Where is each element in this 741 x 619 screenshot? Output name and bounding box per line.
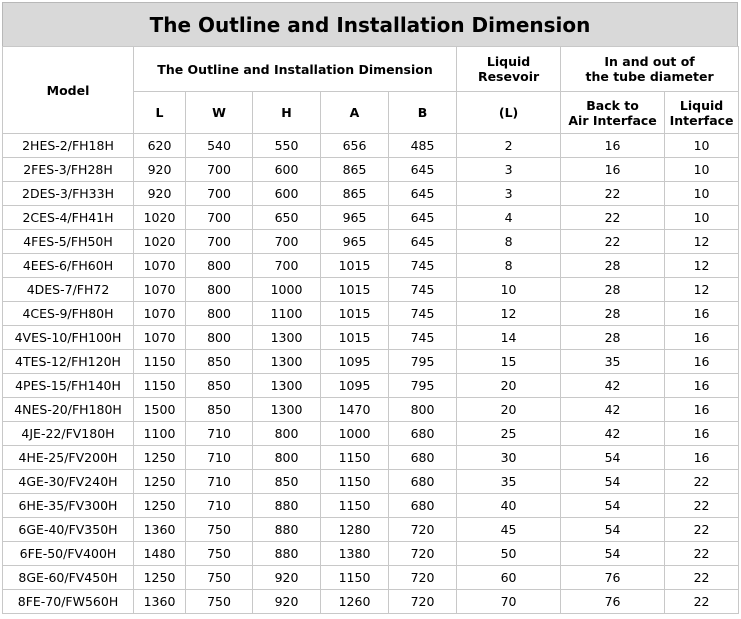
cell-liquid-interface: 16 [665,422,739,446]
table-row [3,158,739,182]
cell-back-to-air-interface: 22 [561,230,665,254]
table-row [3,134,739,158]
cell-dim-A: 1015 [321,254,389,278]
cell-width-W: 750 [186,590,253,614]
cell-width-W: 750 [186,542,253,566]
cell-liquid-interface: 22 [665,518,739,542]
cell-dim-B: 720 [389,590,457,614]
header-liquid-reservoir: Liquid Resevoir [457,47,561,92]
cell-length-L: 1250 [134,494,186,518]
cell-back-to-air-interface: 76 [561,566,665,590]
cell-dim-A: 1095 [321,350,389,374]
table-row [3,350,739,374]
cell-width-W: 710 [186,422,253,446]
cell-back-to-air-interface: 54 [561,470,665,494]
cell-liquid-reservoir: 45 [457,518,561,542]
cell-model: 4FES-5/FH50H [3,230,134,254]
header-W: W [186,92,253,134]
cell-height-H: 700 [253,254,321,278]
cell-liquid-reservoir: 30 [457,446,561,470]
cell-back-to-air-interface: 22 [561,206,665,230]
cell-model: 4TES-12/FH120H [3,350,134,374]
cell-back-to-air-interface: 28 [561,302,665,326]
page-title: The Outline and Installation Dimension [2,2,738,46]
cell-width-W: 850 [186,398,253,422]
table-row [3,566,739,590]
header-tube-diameter [561,47,739,92]
header-tube-line2: the tube diameter [585,69,714,84]
cell-liquid-interface: 10 [665,158,739,182]
table-row [3,542,739,566]
cell-width-W: 700 [186,206,253,230]
cell-model: 6HE-35/FV300H [3,494,134,518]
cell-liquid-reservoir: 8 [457,230,561,254]
cell-height-H: 920 [253,566,321,590]
cell-liquid-interface: 22 [665,590,739,614]
table-row [3,422,739,446]
cell-height-H: 650 [253,206,321,230]
cell-length-L: 920 [134,182,186,206]
cell-model: 4DES-7/FH72 [3,278,134,302]
header-liq-line1: Liquid [679,97,724,113]
cell-width-W: 700 [186,230,253,254]
cell-liquid-reservoir: 3 [457,158,561,182]
table-row [3,518,739,542]
dimension-table [2,46,739,614]
cell-dim-A: 965 [321,206,389,230]
cell-length-L: 1070 [134,302,186,326]
cell-liquid-interface: 16 [665,302,739,326]
cell-length-L: 1250 [134,470,186,494]
cell-liquid-interface: 10 [665,182,739,206]
cell-dim-A: 656 [321,134,389,158]
cell-height-H: 880 [253,542,321,566]
table-row [3,590,739,614]
cell-back-to-air-interface: 16 [561,134,665,158]
cell-width-W: 800 [186,302,253,326]
cell-back-to-air-interface: 28 [561,254,665,278]
cell-dim-A: 1150 [321,566,389,590]
cell-height-H: 700 [253,230,321,254]
header-back-line2: Air Interface [568,112,657,128]
table-row [3,398,739,422]
cell-dim-B: 720 [389,542,457,566]
cell-dim-B: 645 [389,182,457,206]
cell-dim-B: 800 [389,398,457,422]
cell-dim-B: 680 [389,422,457,446]
cell-dim-B: 645 [389,158,457,182]
table-row [3,302,739,326]
cell-dim-B: 795 [389,374,457,398]
header-liquid-unit: (L) [457,92,561,134]
cell-dim-B: 745 [389,326,457,350]
table-row [3,326,739,350]
cell-liquid-interface: 16 [665,374,739,398]
cell-width-W: 710 [186,494,253,518]
header-A: A [321,92,389,134]
cell-liquid-reservoir: 8 [457,254,561,278]
cell-model: 6GE-40/FV350H [3,518,134,542]
cell-liquid-interface: 16 [665,350,739,374]
cell-length-L: 1250 [134,446,186,470]
cell-liquid-reservoir: 25 [457,422,561,446]
cell-dim-B: 485 [389,134,457,158]
cell-length-L: 1100 [134,422,186,446]
cell-width-W: 850 [186,350,253,374]
table-row [3,206,739,230]
cell-liquid-reservoir: 12 [457,302,561,326]
cell-model: 2CES-4/FH41H [3,206,134,230]
cell-length-L: 1360 [134,518,186,542]
cell-back-to-air-interface: 42 [561,374,665,398]
cell-length-L: 1070 [134,254,186,278]
cell-liquid-reservoir: 20 [457,374,561,398]
cell-back-to-air-interface: 42 [561,398,665,422]
header-dimension-group: The Outline and Installation Dimension [134,47,457,92]
cell-model: 2FES-3/FH28H [3,158,134,182]
cell-height-H: 600 [253,158,321,182]
cell-height-H: 600 [253,182,321,206]
cell-height-H: 800 [253,446,321,470]
cell-dim-A: 865 [321,182,389,206]
header-back-to-air [561,92,665,134]
cell-model: 2HES-2/FH18H [3,134,134,158]
cell-liquid-reservoir: 14 [457,326,561,350]
cell-liquid-interface: 22 [665,566,739,590]
cell-back-to-air-interface: 54 [561,494,665,518]
cell-height-H: 1300 [253,374,321,398]
cell-width-W: 750 [186,566,253,590]
cell-liquid-interface: 16 [665,446,739,470]
cell-liquid-reservoir: 40 [457,494,561,518]
cell-back-to-air-interface: 76 [561,590,665,614]
cell-model: 4CES-9/FH80H [3,302,134,326]
cell-liquid-interface: 12 [665,254,739,278]
cell-dim-A: 1470 [321,398,389,422]
cell-height-H: 1300 [253,398,321,422]
cell-height-H: 1100 [253,302,321,326]
cell-model: 4VES-10/FH100H [3,326,134,350]
cell-width-W: 540 [186,134,253,158]
cell-length-L: 1020 [134,230,186,254]
cell-back-to-air-interface: 35 [561,350,665,374]
cell-dim-B: 720 [389,518,457,542]
cell-dim-A: 1260 [321,590,389,614]
cell-dim-A: 1280 [321,518,389,542]
cell-length-L: 1360 [134,590,186,614]
cell-dim-B: 645 [389,206,457,230]
table-row [3,494,739,518]
cell-liquid-interface: 10 [665,206,739,230]
cell-back-to-air-interface: 54 [561,446,665,470]
cell-model: 8GE-60/FV450H [3,566,134,590]
cell-dim-B: 680 [389,470,457,494]
cell-height-H: 1300 [253,350,321,374]
cell-width-W: 800 [186,254,253,278]
cell-model: 4JE-22/FV180H [3,422,134,446]
table-row [3,446,739,470]
cell-back-to-air-interface: 28 [561,278,665,302]
cell-dim-B: 680 [389,446,457,470]
cell-width-W: 800 [186,278,253,302]
cell-dim-A: 1000 [321,422,389,446]
cell-back-to-air-interface: 22 [561,182,665,206]
cell-width-W: 850 [186,374,253,398]
cell-model: 4NES-20/FH180H [3,398,134,422]
table-row [3,470,739,494]
table-row [3,254,739,278]
cell-length-L: 1150 [134,374,186,398]
cell-width-W: 710 [186,446,253,470]
cell-model: 8FE-70/FW560H [3,590,134,614]
cell-dim-A: 1150 [321,494,389,518]
cell-back-to-air-interface: 16 [561,158,665,182]
header-model: Model [3,47,134,134]
cell-dim-A: 1150 [321,470,389,494]
cell-model: 2DES-3/FH33H [3,182,134,206]
cell-liquid-reservoir: 35 [457,470,561,494]
cell-length-L: 1020 [134,206,186,230]
cell-model: 4EES-6/FH60H [3,254,134,278]
cell-back-to-air-interface: 42 [561,422,665,446]
table-row [3,374,739,398]
cell-liquid-interface: 16 [665,326,739,350]
cell-length-L: 1250 [134,566,186,590]
cell-height-H: 1000 [253,278,321,302]
cell-width-W: 700 [186,158,253,182]
cell-liquid-interface: 12 [665,278,739,302]
cell-dim-A: 1380 [321,542,389,566]
table-row [3,278,739,302]
cell-model: 4GE-30/FV240H [3,470,134,494]
cell-liquid-interface: 22 [665,494,739,518]
cell-length-L: 920 [134,158,186,182]
cell-dim-A: 1095 [321,374,389,398]
cell-liquid-interface: 22 [665,542,739,566]
cell-back-to-air-interface: 54 [561,542,665,566]
cell-dim-A: 1150 [321,446,389,470]
cell-width-W: 710 [186,470,253,494]
header-L: L [134,92,186,134]
cell-liquid-reservoir: 3 [457,182,561,206]
cell-liquid-interface: 10 [665,134,739,158]
cell-length-L: 1150 [134,350,186,374]
cell-width-W: 800 [186,326,253,350]
cell-height-H: 850 [253,470,321,494]
dimension-table-container [2,2,738,614]
cell-length-L: 1070 [134,278,186,302]
cell-dim-B: 720 [389,566,457,590]
header-B: B [389,92,457,134]
cell-liquid-reservoir: 70 [457,590,561,614]
cell-length-L: 1070 [134,326,186,350]
header-H: H [253,92,321,134]
cell-length-L: 620 [134,134,186,158]
cell-dim-A: 865 [321,158,389,182]
cell-liquid-interface: 22 [665,470,739,494]
cell-width-W: 750 [186,518,253,542]
table-row [3,230,739,254]
cell-dim-B: 680 [389,494,457,518]
cell-height-H: 880 [253,518,321,542]
cell-model: 6FE-50/FV400H [3,542,134,566]
cell-height-H: 550 [253,134,321,158]
cell-dim-A: 965 [321,230,389,254]
cell-liquid-reservoir: 20 [457,398,561,422]
header-tube-line1: In and out of [604,54,695,69]
cell-dim-A: 1015 [321,302,389,326]
cell-dim-A: 1015 [321,326,389,350]
cell-width-W: 700 [186,182,253,206]
cell-liquid-reservoir: 60 [457,566,561,590]
cell-liquid-reservoir: 50 [457,542,561,566]
table-body [3,134,739,614]
cell-length-L: 1480 [134,542,186,566]
cell-height-H: 880 [253,494,321,518]
cell-dim-B: 645 [389,230,457,254]
cell-height-H: 920 [253,590,321,614]
cell-length-L: 1500 [134,398,186,422]
cell-dim-A: 1015 [321,278,389,302]
cell-dim-B: 745 [389,302,457,326]
cell-dim-B: 795 [389,350,457,374]
cell-liquid-interface: 12 [665,230,739,254]
table-row [3,182,739,206]
cell-liquid-reservoir: 10 [457,278,561,302]
cell-back-to-air-interface: 54 [561,518,665,542]
cell-dim-B: 745 [389,278,457,302]
cell-liquid-reservoir: 4 [457,206,561,230]
cell-liquid-reservoir: 2 [457,134,561,158]
cell-liquid-reservoir: 15 [457,350,561,374]
cell-back-to-air-interface: 28 [561,326,665,350]
cell-model: 4HE-25/FV200H [3,446,134,470]
cell-height-H: 1300 [253,326,321,350]
header-liquid-interface [665,92,739,134]
cell-height-H: 800 [253,422,321,446]
header-back-line1: Back to [586,97,639,113]
cell-liquid-interface: 16 [665,398,739,422]
header-liq-line2: Interface [669,112,734,128]
cell-dim-B: 745 [389,254,457,278]
cell-model: 4PES-15/FH140H [3,374,134,398]
